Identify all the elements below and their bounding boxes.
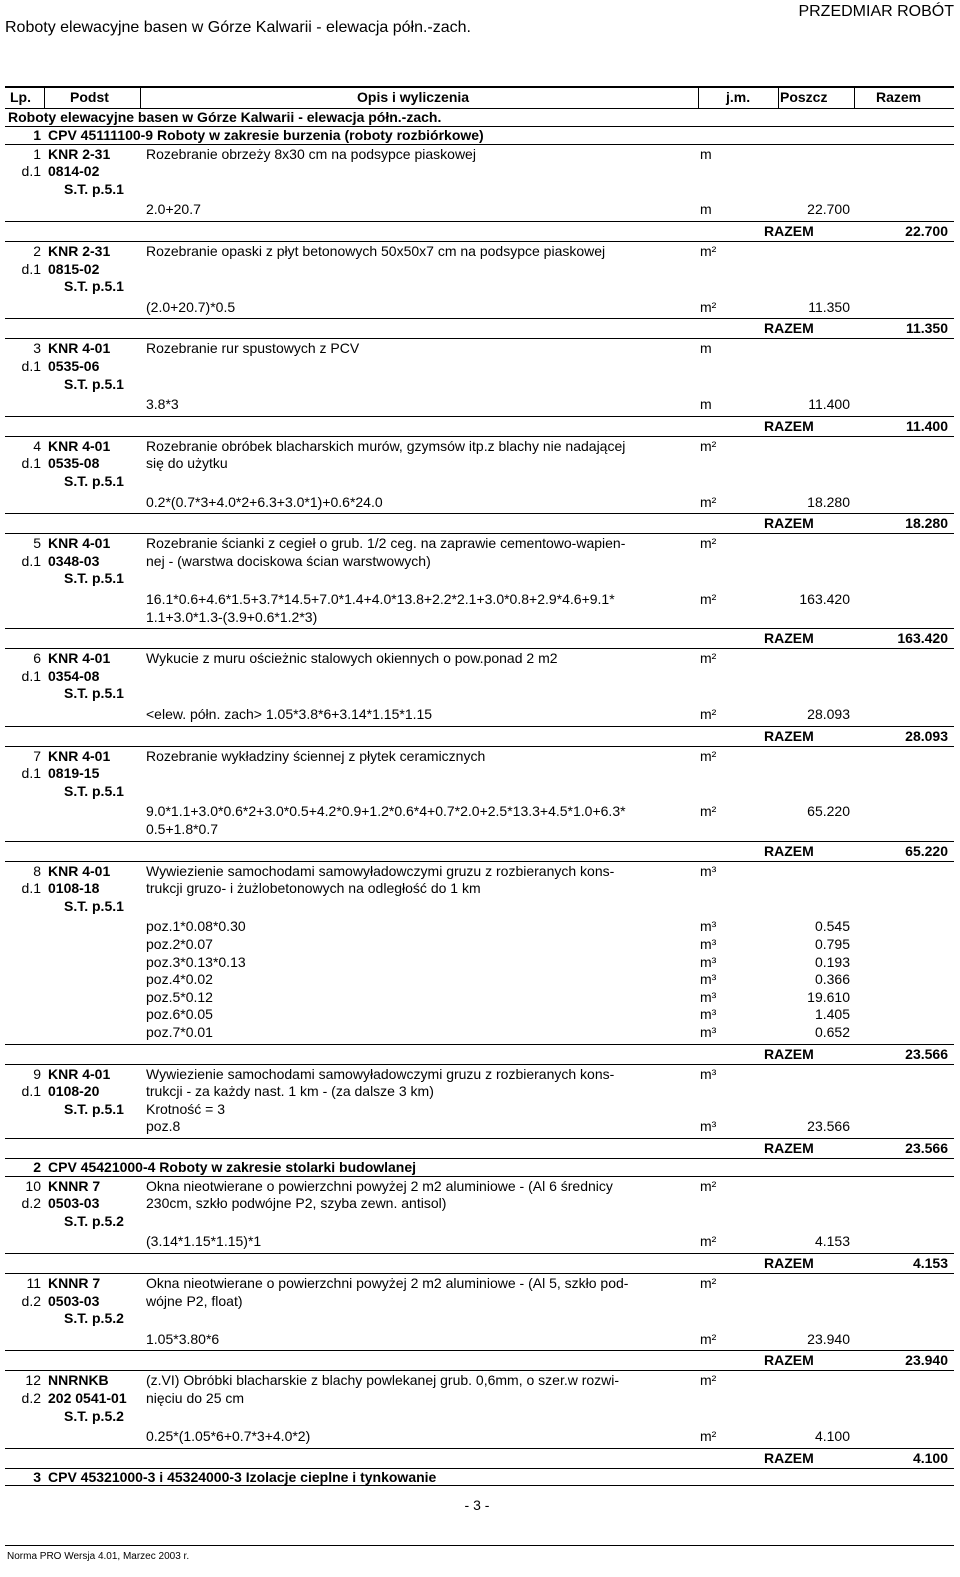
item-description: Okna nieotwierane o powierzchni powyżej 2 m2 aluminiowe - (Al 6 średnicy: [146, 1177, 613, 1194]
item-unit: m²: [700, 1372, 717, 1389]
subtotal-divider: [5, 1044, 954, 1045]
subtotal-divider: [5, 416, 954, 417]
razem-label: RAZEM: [764, 1352, 814, 1369]
calc-unit: m³: [700, 988, 717, 1005]
page-number: - 3 -: [464, 1497, 490, 1513]
razem-value: 65.220: [905, 842, 948, 859]
item-d: d.1: [21, 765, 41, 782]
section-title: CPV 45321000-3 i 45324000-3 Izolacje cieplne i tynkowanie: [48, 1468, 437, 1485]
item-divider: [5, 1370, 954, 1371]
calc-unit: m²: [700, 1233, 717, 1250]
calc-expression: (2.0+20.7)*0.5: [146, 298, 236, 315]
calc-expression: poz.3*0.13*0.13: [146, 953, 246, 970]
subtotal-divider: [5, 1253, 954, 1254]
item-description: Rozebranie obróbek blacharskich murów, gzymsów itp.z blachy nie nadającej: [146, 437, 626, 454]
item-unit: m²: [700, 1177, 717, 1194]
calc-value: 4.100: [814, 1428, 850, 1445]
column-divider: [44, 86, 45, 108]
calc-value: 11.350: [808, 298, 850, 315]
subtotal-divider: [5, 1448, 954, 1449]
calc-value: 22.700: [807, 201, 850, 218]
item-spec-ref: S.T. p.5.1: [64, 1100, 124, 1117]
razem-value: 22.700: [905, 223, 948, 239]
item-lp: 4: [33, 437, 41, 454]
item-divider: [5, 1176, 954, 1177]
razem-label: RAZEM: [764, 223, 814, 239]
calc-expression: poz.4*0.02: [146, 971, 213, 988]
razem-value: 23.566: [905, 1140, 948, 1156]
item-divider: [5, 648, 954, 649]
razem-label: RAZEM: [764, 515, 814, 532]
item-divider: [5, 861, 954, 862]
item-d: d.1: [21, 358, 41, 374]
table-bottom: [5, 1485, 954, 1486]
subtotal-divider: [5, 1138, 954, 1139]
calc-expression-cont: 0.5+1.8*0.7: [146, 821, 219, 837]
calc-unit: m²: [700, 1330, 717, 1347]
item-lp: 9: [33, 1065, 41, 1082]
item-lp: 6: [33, 650, 41, 667]
razem-value: 11.350: [905, 320, 948, 337]
razem-label: RAZEM: [764, 1255, 814, 1271]
calc-unit: m: [700, 201, 712, 218]
calc-value: 0.652: [814, 1024, 850, 1040]
section-number: 2: [33, 1159, 41, 1175]
item-description: 230cm, szkło podwójne P2, szyba zewn. antisol): [146, 1195, 447, 1212]
calc-unit: m³: [700, 953, 717, 970]
calc-unit: m²: [700, 493, 717, 510]
calc-expression: poz.8: [146, 1118, 181, 1135]
calc-unit: m³: [700, 971, 717, 988]
item-basis-code: KNR 2-31: [48, 243, 111, 259]
item-lp: 8: [33, 862, 41, 879]
calc-expression-cont: 1.1+3.0*1.3-(3.9+0.6*1.2*3): [146, 608, 318, 625]
item-d: d.1: [21, 455, 41, 472]
calc-expression: <elew. półn. zach> 1.05*3.8*6+3.14*1.15*1.15: [146, 706, 433, 722]
razem-label: RAZEM: [764, 1045, 814, 1062]
item-basis-number: 0814-02: [48, 163, 100, 180]
footer-divider: [5, 1545, 954, 1546]
item-description: Okna nieotwierane o powierzchni powyżej 2 m2 aluminiowe - (Al 5, szkło pod-: [146, 1275, 629, 1291]
calc-expression: poz.6*0.05: [146, 1006, 213, 1023]
section-title: CPV 45421000-4 Roboty w zakresie stolarki budowlanej: [48, 1159, 417, 1175]
item-unit: m: [700, 340, 712, 357]
item-d: d.1: [21, 552, 41, 569]
item-spec-ref: S.T. p.5.2: [64, 1310, 124, 1327]
razem-value: 23.566: [905, 1045, 948, 1062]
calc-expression: 0.2*(0.7*3+4.0*2+6.3+3.0*1)+0.6*24.0: [146, 493, 383, 510]
item-d: d.1: [21, 260, 41, 277]
item-divider: [5, 746, 954, 747]
calc-expression: 9.0*1.1+3.0*0.6*2+3.0*0.5+4.2*0.9+1.2*0.6*4+0.7*2.0+2.5*13.3+4.5*1.0+6.3*: [146, 803, 626, 820]
item-description: Rozebranie wykładziny ściennej z płytek ceramicznych: [146, 747, 486, 764]
item-basis-code: KNR 2-31: [48, 145, 111, 162]
item-description: Rozebranie rur spustowych z PCV: [146, 340, 360, 357]
document-title: PRZEDMIAR ROBÓT: [798, 3, 954, 20]
razem-value: 4.153: [912, 1255, 948, 1271]
item-lp: 1: [33, 145, 41, 162]
calc-unit: m³: [700, 1118, 717, 1135]
item-description: nej - (warstwa dociskowa ścian warstwowych): [146, 552, 431, 569]
column-header-poszcz: Poszcz: [780, 89, 828, 105]
razem-value: 11.400: [905, 417, 948, 434]
item-description: Wykucie z muru ościeżnic stalowych okiennych o pow.ponad 2 m2: [146, 650, 558, 667]
item-description: Wywiezienie samochodami samowyładowczymi gruzu z rozbieranych kons-: [146, 1065, 615, 1082]
razem-value: 163.420: [897, 630, 948, 647]
item-description: trukcji gruzo- i żużlobetonowych na odległość do 1 km: [146, 880, 481, 897]
calc-unit: m³: [700, 1006, 717, 1023]
razem-value: 23.940: [905, 1352, 948, 1369]
item-description: Krotność = 3: [146, 1100, 225, 1117]
razem-value: 4.100: [912, 1449, 948, 1466]
item-description: nięciu do 25 cm: [146, 1390, 245, 1406]
item-spec-ref: S.T. p.5.2: [64, 1212, 124, 1229]
calc-unit: m: [700, 396, 712, 413]
item-unit: m²: [700, 243, 717, 259]
calc-expression: poz.2*0.07: [146, 936, 213, 952]
subtotal-divider: [5, 513, 954, 514]
item-d: d.2: [21, 1195, 41, 1212]
calc-expression: 16.1*0.6+4.6*1.5+3.7*14.5+7.0*1.4+4.0*13.8+2.2*2.1+3.0*0.8+2.9*4.6+9.1*: [146, 591, 615, 607]
calc-unit: m²: [700, 298, 717, 315]
calc-value: 19.610: [807, 988, 850, 1005]
item-basis-number: 0348-03: [48, 552, 100, 569]
calc-unit: m³: [700, 918, 717, 935]
calc-value: 163.420: [799, 591, 850, 607]
calc-value: 28.093: [807, 706, 850, 722]
item-spec-ref: S.T. p.5.1: [64, 180, 124, 197]
item-lp: 10: [25, 1177, 41, 1194]
item-basis-code: KNR 4-01: [48, 747, 111, 764]
column-divider: [698, 86, 699, 108]
item-basis-code: KNR 4-01: [48, 650, 111, 667]
calc-value: 11.400: [808, 396, 850, 413]
item-description: Rozebranie opaski z płyt betonowych 50x50x7 cm na podsypce piaskowej: [146, 243, 606, 259]
item-unit: m²: [700, 650, 717, 667]
table-header-top: [5, 86, 954, 88]
item-basis-code: KNNR 7: [48, 1177, 101, 1194]
item-basis-number: 0503-03: [48, 1195, 100, 1212]
item-basis-code: KNR 4-01: [48, 340, 111, 357]
calc-expression: poz.5*0.12: [146, 988, 213, 1005]
calc-value: 65.220: [807, 803, 850, 820]
calc-expression: 3.8*3: [146, 396, 179, 413]
calc-value: 23.940: [807, 1330, 850, 1347]
item-basis-number: 0108-20: [48, 1083, 100, 1100]
item-description: wójne P2, float): [146, 1292, 243, 1309]
item-description: Rozebranie obrzeży 8x30 cm na podsypce piaskowej: [146, 145, 476, 162]
item-d: d.1: [21, 1083, 41, 1100]
item-basis-number: 0108-18: [48, 880, 100, 897]
item-lp: 3: [33, 340, 41, 357]
calc-value: 0.795: [814, 936, 850, 952]
item-basis-number: 202 0541-01: [48, 1390, 127, 1406]
item-divider: [5, 338, 954, 339]
item-d: d.1: [21, 880, 41, 897]
column-header-opis: Opis i wyliczenia: [357, 89, 470, 105]
calc-unit: m²: [700, 706, 717, 722]
item-d: d.2: [21, 1390, 41, 1406]
column-divider: [778, 86, 779, 108]
calc-expression: 2.0+20.7: [146, 201, 201, 218]
razem-value: 18.280: [905, 515, 948, 532]
calc-value: 0.366: [814, 971, 850, 988]
item-spec-ref: S.T. p.5.1: [64, 782, 124, 799]
item-basis-number: 0354-08: [48, 667, 100, 684]
section-number: 1: [33, 127, 41, 143]
item-divider: [5, 144, 954, 145]
item-unit: m³: [700, 862, 717, 879]
item-spec-ref: S.T. p.5.1: [64, 897, 124, 914]
column-header-lp: Lp.: [10, 89, 31, 105]
item-lp: 11: [26, 1275, 41, 1291]
item-unit: m²: [700, 747, 717, 764]
item-unit: m²: [700, 535, 717, 552]
column-divider: [140, 86, 141, 108]
subtotal-divider: [5, 318, 954, 319]
item-unit: m²: [700, 1275, 717, 1291]
subtotal-divider: [5, 841, 954, 842]
item-d: d.2: [21, 1292, 41, 1309]
calc-value: 18.280: [807, 493, 850, 510]
item-unit: m²: [700, 437, 717, 454]
calc-unit: m³: [700, 1024, 717, 1040]
item-lp: 5: [33, 535, 41, 552]
item-basis-number: 0503-03: [48, 1292, 100, 1309]
item-basis-code: KNR 4-01: [48, 1065, 111, 1082]
calc-value: 0.545: [814, 918, 850, 935]
item-lp: 7: [33, 747, 41, 764]
razem-label: RAZEM: [764, 1449, 814, 1466]
item-divider: [5, 1273, 954, 1274]
calc-unit: m³: [700, 936, 717, 952]
item-unit: m³: [700, 1065, 717, 1082]
calc-expression: 1.05*3.80*6: [146, 1330, 220, 1347]
document-subtitle: Roboty elewacyjne basen w Górze Kalwarii - elewacja półn.-zach.: [5, 19, 471, 36]
item-description: trukcji - za każdy nast. 1 km - (za dalsze 3 km): [146, 1083, 434, 1100]
calc-value: 4.153: [814, 1233, 850, 1250]
item-lp: 2: [33, 243, 41, 259]
software-version: Norma PRO Wersja 4.01, Marzec 2003 r.: [7, 1551, 190, 1562]
item-basis-code: KNR 4-01: [48, 437, 111, 454]
subtotal-divider: [5, 726, 954, 727]
razem-label: RAZEM: [764, 842, 814, 859]
column-divider: [854, 86, 855, 108]
item-basis-code: KNNR 7: [48, 1275, 101, 1291]
item-basis-code: KNR 4-01: [48, 535, 111, 552]
column-header-jm: j.m.: [726, 89, 751, 105]
razem-label: RAZEM: [764, 630, 814, 647]
item-basis-code: NNRNKB: [48, 1372, 109, 1389]
project-title: Roboty elewacyjne basen w Górze Kalwarii - elewacja półn.-zach.: [8, 109, 442, 125]
calc-expression: 0.25*(1.05*6+0.7*3+4.0*2): [146, 1428, 311, 1445]
calc-expression: poz.7*0.01: [146, 1024, 213, 1040]
item-basis-number: 0535-06: [48, 358, 100, 374]
calc-value: 23.566: [807, 1118, 850, 1135]
calc-expression: (3.14*1.15*1.15)*1: [146, 1233, 262, 1250]
item-spec-ref: S.T. p.5.1: [64, 278, 124, 295]
item-basis-number: 0819-15: [48, 765, 100, 782]
calc-value: 0.193: [814, 953, 850, 970]
subtotal-divider: [5, 628, 954, 629]
item-spec-ref: S.T. p.5.1: [64, 570, 124, 587]
item-description: Wywiezienie samochodami samowyładowczymi gruzu z rozbieranych kons-: [146, 862, 615, 879]
section-title: CPV 45111100-9 Roboty w zakresie burzenia (roboty rozbiórkowe): [48, 127, 484, 143]
item-lp: 12: [25, 1372, 41, 1389]
section-number: 3: [33, 1468, 41, 1485]
calc-value: 1.405: [814, 1006, 850, 1023]
item-d: d.1: [21, 163, 41, 180]
item-divider: [5, 1064, 954, 1065]
razem-value: 28.093: [905, 727, 948, 744]
item-basis-code: KNR 4-01: [48, 862, 111, 879]
calc-unit: m²: [700, 1428, 717, 1445]
calc-unit: m²: [700, 591, 717, 607]
item-d: d.1: [21, 667, 41, 684]
item-description: Rozebranie ścianki z cegieł o grub. 1/2 ceg. na zaprawie cementowo-wapien-: [146, 535, 626, 552]
item-divider: [5, 533, 954, 534]
column-header-podst: Podst: [70, 89, 109, 105]
item-spec-ref: S.T. p.5.1: [64, 473, 124, 489]
subtotal-divider: [5, 1350, 954, 1351]
calc-unit: m²: [700, 803, 717, 820]
item-divider: [5, 436, 954, 437]
razem-label: RAZEM: [764, 417, 814, 434]
calc-expression: poz.1*0.08*0.30: [146, 918, 246, 935]
item-unit: m: [700, 145, 712, 162]
subtotal-divider: [5, 221, 954, 222]
razem-label: RAZEM: [764, 320, 814, 337]
column-header-razem: Razem: [876, 89, 922, 105]
razem-label: RAZEM: [764, 1140, 814, 1156]
item-spec-ref: S.T. p.5.1: [64, 375, 124, 392]
item-basis-number: 0815-02: [48, 260, 100, 277]
item-spec-ref: S.T. p.5.2: [64, 1407, 124, 1424]
item-divider: [5, 241, 954, 242]
item-description: się do użytku: [146, 455, 228, 472]
item-description: (z.VI) Obróbki blacharskie z blachy powlekanej grub. 0,6mm, o szer.w rozwi-: [146, 1372, 620, 1389]
item-basis-number: 0535-08: [48, 455, 100, 472]
item-spec-ref: S.T. p.5.1: [64, 685, 124, 702]
razem-label: RAZEM: [764, 727, 814, 744]
